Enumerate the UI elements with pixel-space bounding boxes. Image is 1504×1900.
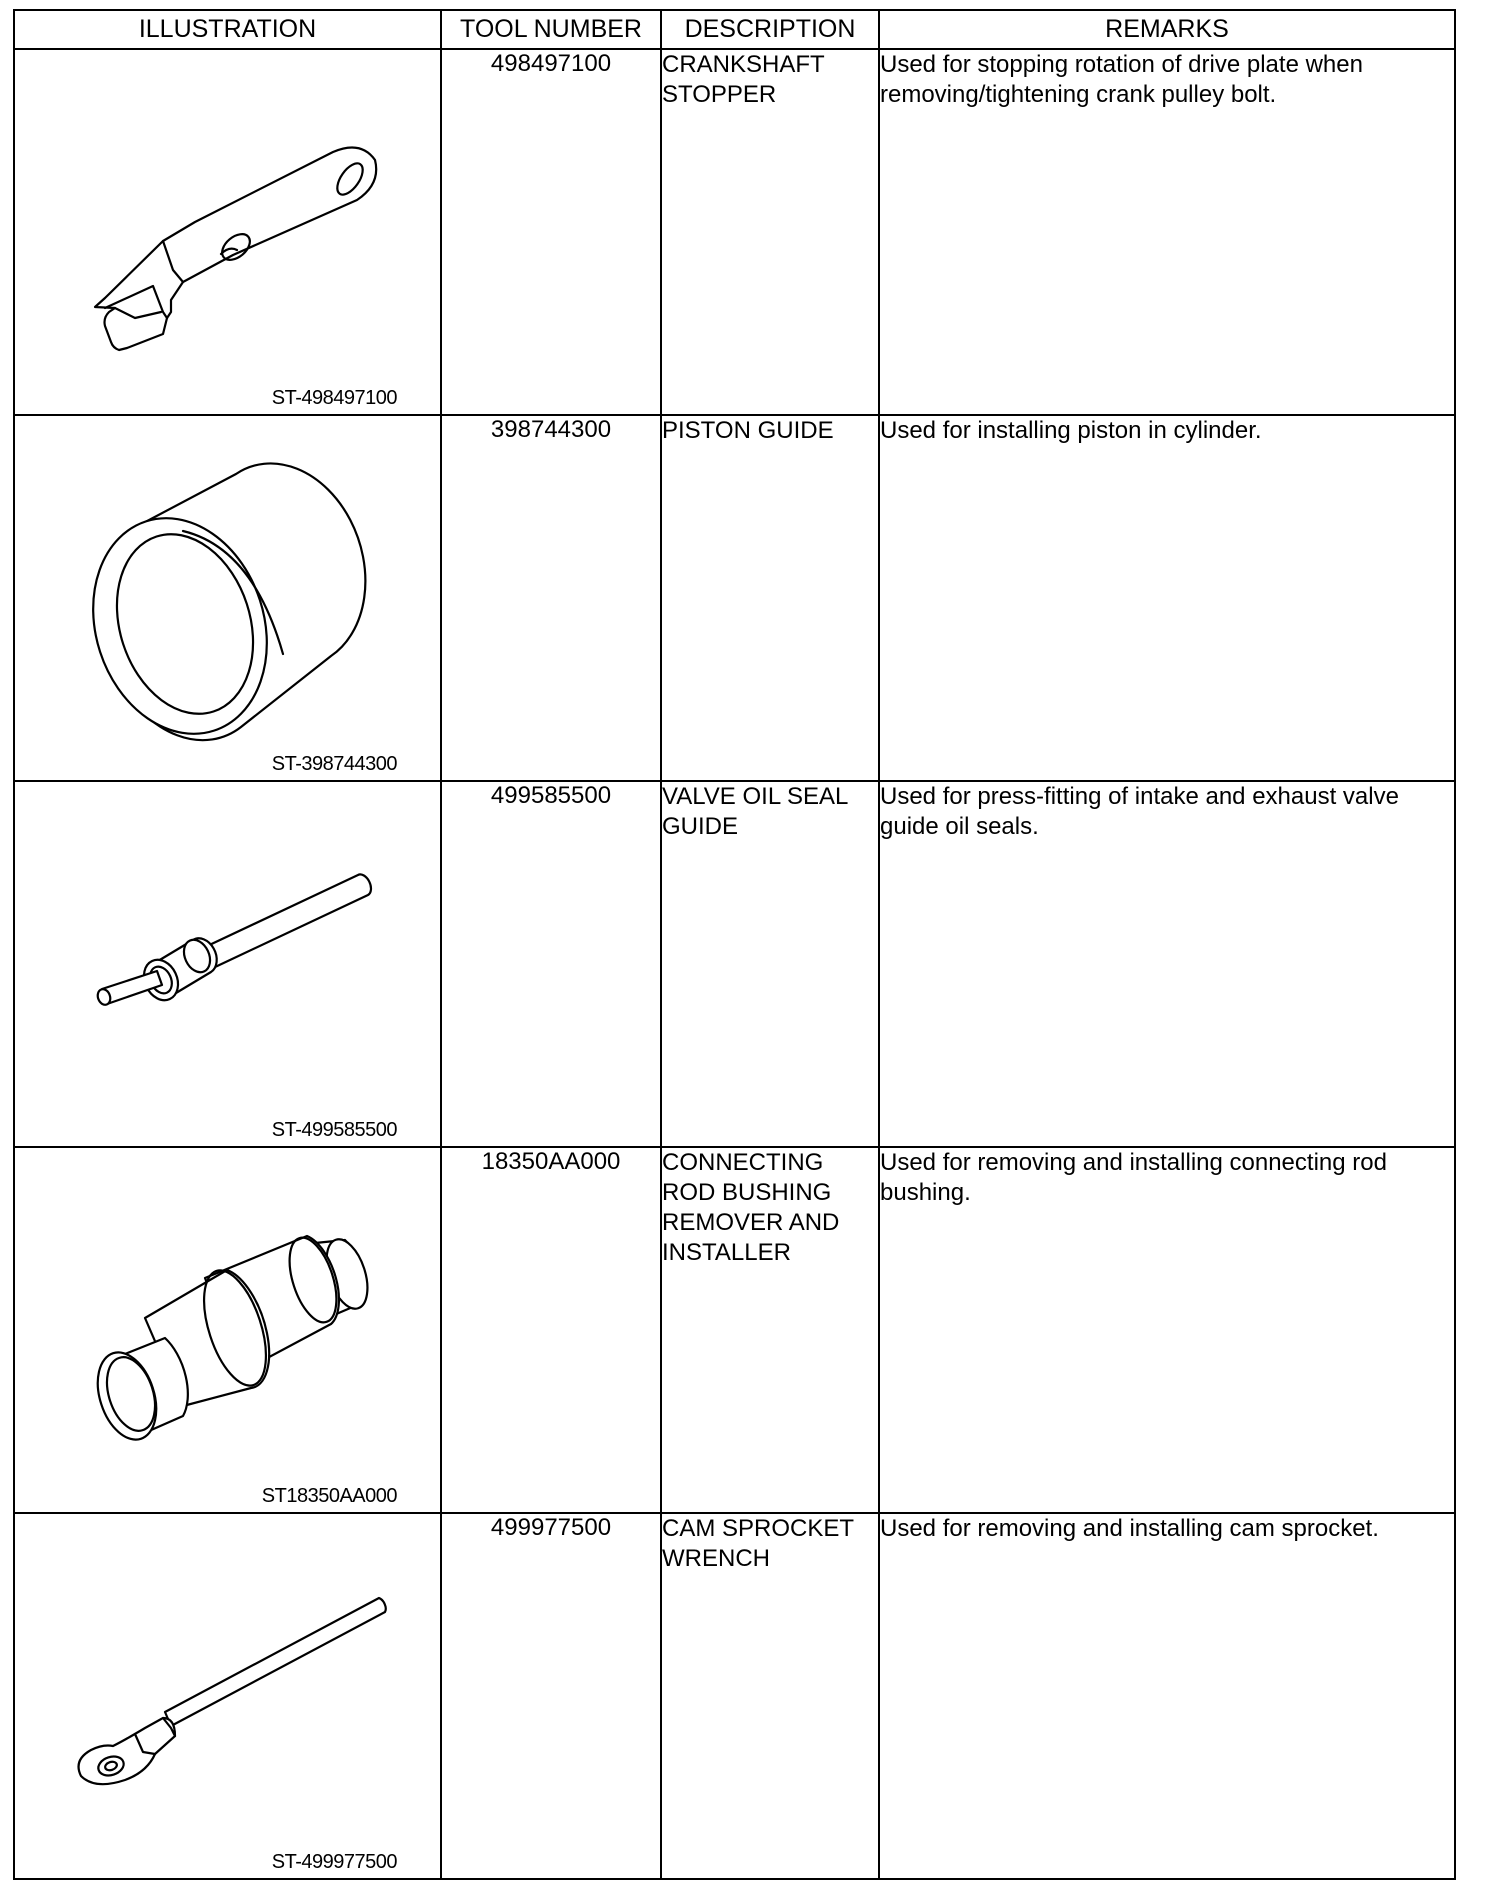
header-description: DESCRIPTION <box>661 10 879 49</box>
illustration-code: ST-398744300 <box>271 753 397 775</box>
tool-description: PISTON GUIDE <box>662 417 834 444</box>
tool-description: CRANKSHAFT STOPPER <box>662 51 825 108</box>
header-illustration: ILLUSTRATION <box>14 10 441 49</box>
illustration-code: ST-499585500 <box>271 1119 397 1141</box>
crankshaft-stopper-illustration <box>15 50 442 414</box>
table-row <box>14 1147 1455 1513</box>
tool-number: 498497100 <box>490 50 612 77</box>
tool-description: CAM SPROCKET WRENCH <box>662 1515 854 1572</box>
tool-description: VALVE OIL SEAL GUIDE <box>662 783 848 840</box>
illustration-code: ST-498497100 <box>271 387 397 409</box>
tool-description: CONNECTING ROD BUSHING REMOVER AND INSTALLER <box>662 1149 840 1266</box>
tool-number: 18350AA000 <box>481 1148 621 1175</box>
illustration-code: ST-499977500 <box>271 1851 397 1873</box>
tool-remarks: Used for removing and installing connecting rod bushing. <box>880 1149 1387 1206</box>
tool-remarks: Used for installing piston in cylinder. <box>880 417 1262 444</box>
piston-guide-illustration <box>15 416 442 780</box>
tool-number: 499585500 <box>490 782 612 809</box>
table-row <box>14 49 1455 415</box>
table-header-row <box>14 10 1455 49</box>
tool-remarks: Used for stopping rotation of drive plate when removing/tightening crank pulley bolt. <box>880 51 1363 108</box>
tool-number: 398744300 <box>490 416 612 443</box>
tool-remarks: Used for removing and installing cam sprocket. <box>880 1515 1379 1542</box>
illustration-code: ST18350AA000 <box>261 1485 397 1507</box>
special-tools-table <box>13 9 1456 1880</box>
table-row <box>14 415 1455 781</box>
table-row <box>14 1513 1455 1879</box>
illustration-cell <box>14 49 441 415</box>
illustration-cell <box>14 781 441 1147</box>
tool-remarks: Used for press-fitting of intake and exhaust valve guide oil seals. <box>880 783 1399 840</box>
table-row <box>14 781 1455 1147</box>
header-remarks: REMARKS <box>879 10 1455 49</box>
cam-sprocket-wrench-illustration <box>15 1514 442 1878</box>
illustration-cell <box>14 1147 441 1513</box>
connecting-rod-bushing-tool-illustration <box>15 1148 442 1512</box>
valve-oil-seal-guide-illustration <box>15 782 442 1146</box>
header-tool-number: TOOL NUMBER <box>441 10 661 49</box>
illustration-cell <box>14 415 441 781</box>
tool-number: 499977500 <box>490 1514 612 1541</box>
illustration-cell <box>14 1513 441 1879</box>
